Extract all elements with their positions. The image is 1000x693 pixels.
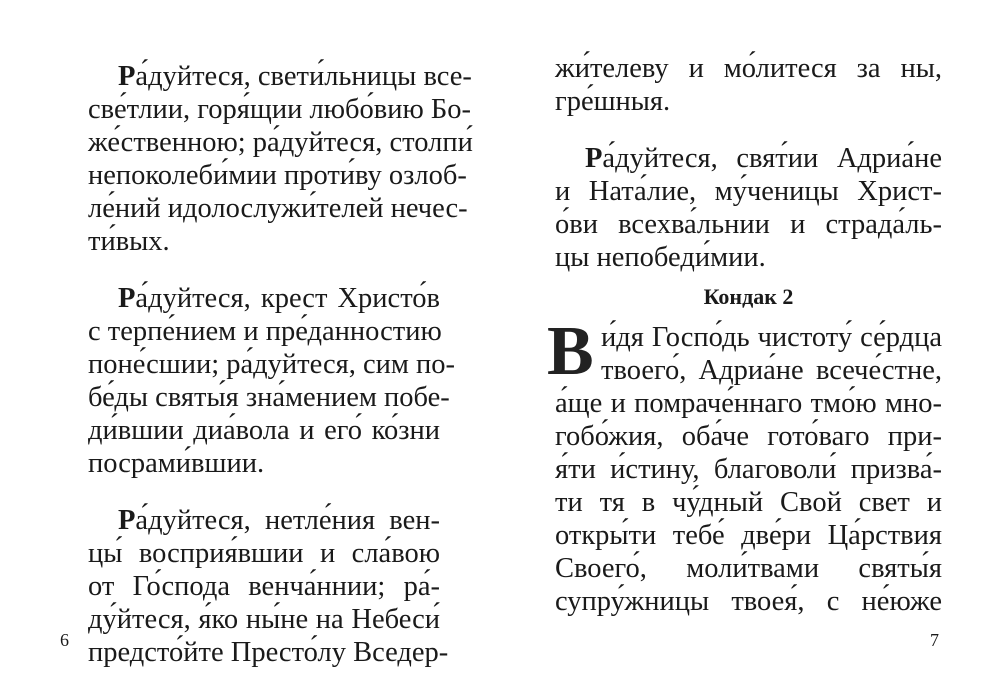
text-line [88, 60, 472, 93]
text-line: поне́сшии; ра́дуйтеся, сим по- [88, 349, 456, 380]
continuation-paragraph [555, 52, 942, 118]
page-number-left: 6 [60, 630, 69, 650]
paragraph [555, 142, 942, 274]
text-line: ле́ний идолослужи́телей нечес- [88, 193, 468, 224]
text-line: гобо́жия, оба́че гото́ваго при- [555, 421, 942, 452]
text-line: ти тя в чу́дный Свой свет и [555, 487, 942, 518]
paragraph [88, 282, 456, 480]
left-text-column [88, 60, 473, 693]
line-text: а́дуйтеся, свят́ии Адриа́не [602, 143, 942, 174]
section-heading: Кондак 2 [703, 284, 794, 309]
text-line: ти́вых. [88, 226, 170, 257]
text-line: супру́жницы твоея́, с не́юже [555, 586, 942, 617]
text-line: посрами́вшии. [88, 448, 265, 479]
kontakion-paragraph [547, 313, 942, 618]
line-text: а́дуйтеся, нетле́ния вен- [135, 505, 440, 536]
text-line: ди́вшии диа́вола и его́ ко́зни [88, 415, 440, 446]
text-line: Своего́, моли́твами святы́я [555, 553, 942, 584]
initial-letter: Р [118, 61, 136, 92]
paragraph [88, 504, 449, 669]
text-line: откры́ти тебе́ две́ри Ца́рствия [555, 520, 942, 551]
initial-letter: Р [585, 143, 603, 174]
text-line: предсто́йте Престо́лу Вседер- [88, 637, 449, 668]
text-line: цы́ восприя́вшии и сла́вою [88, 538, 440, 569]
text-line: цы непобеди́мии. [555, 242, 766, 273]
text-line: непоколеби́мии проти́ву озлоб- [88, 160, 467, 191]
text-line: и́дя Госпо́дь чистоту́ се́рдца [601, 322, 942, 353]
text-line [555, 142, 942, 175]
text-line: о́ви всехва́льнии и страда́ль- [555, 209, 942, 240]
text-line [88, 282, 440, 315]
text-line: ду́йтеся, я́ко ны́не на Небеси́ [88, 604, 440, 635]
line-text: а́дуйтеся, крест Христо́в [135, 283, 440, 314]
right-page [500, 0, 1000, 679]
text-line: гре́шныя. [555, 86, 671, 117]
right-text-column [547, 52, 942, 618]
text-line: све́тлии, горя́щии любо́вию Бо- [88, 94, 471, 125]
text-line: с терпе́нием и пре́данностию [88, 316, 442, 347]
left-page [0, 0, 500, 679]
initial-letter: Р [118, 505, 136, 536]
drop-cap: В [547, 313, 594, 390]
text-line: я́ти и́стину, благоволи́ призва́- [555, 454, 942, 485]
text-line: же́ственною; ра́дуйтеся, столпи́ [88, 127, 473, 158]
page-number-right: 7 [930, 630, 939, 650]
text-line: твоего́, Адриа́не всече́стне, [601, 355, 942, 386]
text-line: и Ната́лие, му́ченицы Христ- [555, 176, 942, 207]
line-text: а́дуйтеся, свети́льницы все- [135, 61, 472, 92]
text-line: от Го́спода венча́ннии; ра́- [88, 571, 440, 602]
text-line [88, 504, 440, 537]
text-line: жи́телеву и мо́литеся за ны, [555, 53, 942, 84]
initial-letter: Р [118, 283, 136, 314]
text-line: бе́ды святы́я зна́мением побе- [88, 382, 450, 413]
text-line: а́ще и помраче́ннаго тмо́ю мно- [555, 388, 942, 419]
paragraph [88, 60, 473, 258]
